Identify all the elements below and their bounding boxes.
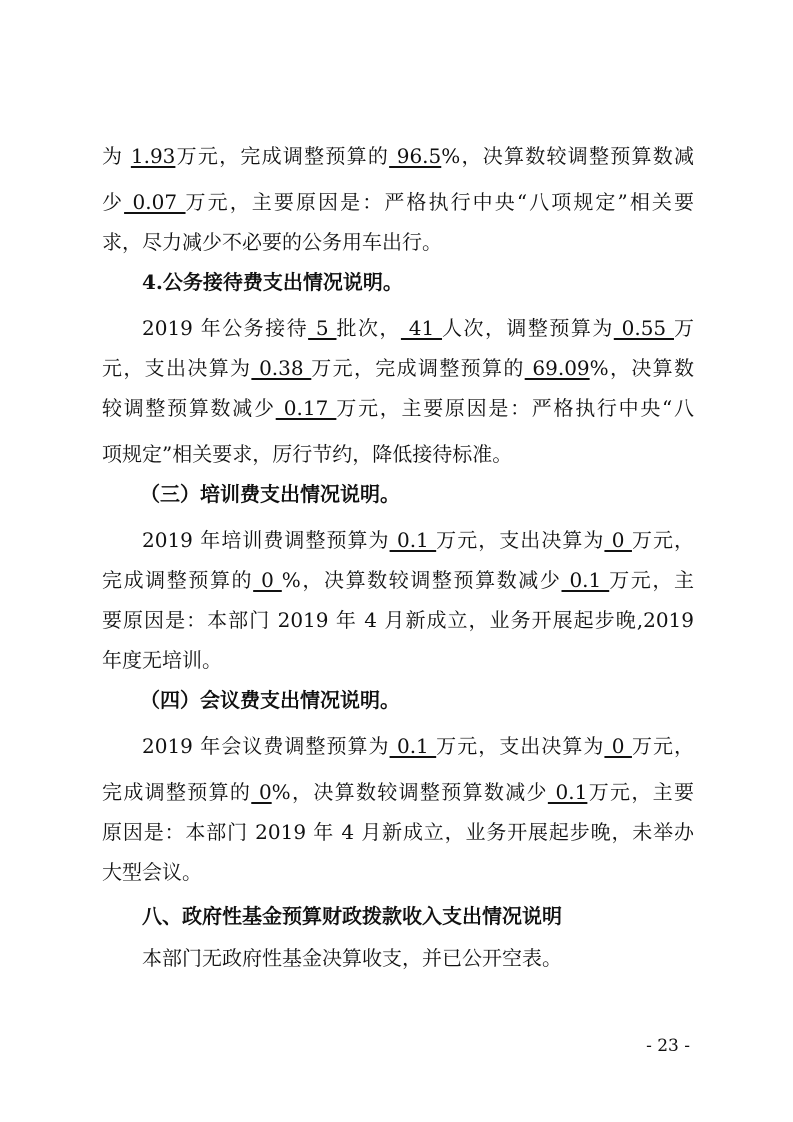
text-segment: 原因是：本部门 2019 年 4 月新成立，业务开展起步晚，未举办 <box>102 820 694 844</box>
paragraph-line <box>102 182 694 222</box>
underlined-value: 96.5 <box>389 144 442 168</box>
text-segment: 2019 年会议费调整预算为 <box>142 734 390 758</box>
underlined-value: 0.38 <box>251 356 312 380</box>
text-segment: 批次， <box>336 316 401 340</box>
section-heading <box>142 262 694 302</box>
section-heading <box>140 474 694 514</box>
text-segment: 少 <box>102 190 125 214</box>
underlined-value: 0 <box>253 568 282 592</box>
text-segment: 要原因是：本部门 2019 年 4 月新成立，业务开展起步晚,2019 <box>102 608 694 632</box>
underlined-value: 0.1 <box>389 528 437 552</box>
text-segment: 万元，主 <box>609 568 694 592</box>
paragraph-line <box>102 222 694 262</box>
text-segment: 2019 年培训费调整预算为 <box>142 528 390 552</box>
section-heading <box>142 896 694 936</box>
text-segment: 万元， <box>631 734 694 758</box>
text-segment: 4.公务接待费支出情况说明。 <box>142 270 403 294</box>
paragraph-line <box>102 560 694 600</box>
underlined-value: 0.1 <box>389 734 437 758</box>
text-segment: 万元， <box>631 528 694 552</box>
text-segment: %，决算数 <box>589 356 694 380</box>
paragraph-line <box>142 520 694 560</box>
underlined-value: 0 <box>604 528 632 552</box>
paragraph-line <box>102 852 694 892</box>
text-segment: 万元，主要原因是：严格执行中央“八项规定”相关要 <box>185 190 695 214</box>
text-segment: %，决算数较调整预算数减少 <box>271 780 548 804</box>
paragraph-line <box>102 812 694 852</box>
underlined-value: 0.1 <box>547 780 588 804</box>
underlined-value: 0.17 <box>275 396 337 420</box>
text-segment: 人次，调整预算为 <box>442 316 614 340</box>
text-segment: 完成调整预算的 <box>102 780 252 804</box>
text-segment: 万元，支出决算为 <box>436 734 605 758</box>
text-segment: 项规定”相关要求，厉行节约，降低接待标准。 <box>102 442 513 466</box>
paragraph-line <box>102 136 694 176</box>
paragraph-line <box>102 640 694 680</box>
text-segment: 万元，主要原因是：严格执行中央“八 <box>336 396 694 420</box>
underlined-value: 0 <box>604 734 632 758</box>
text-segment: 万元，主要 <box>587 780 694 804</box>
underlined-value: 1.93 <box>130 144 176 168</box>
text-segment: 万元，完成调整预算的 <box>311 356 525 380</box>
text-segment: 本部门无政府性基金决算收支，并已公开空表。 <box>142 946 562 970</box>
text-segment: （四）会议费支出情况说明。 <box>140 688 400 712</box>
text-segment: 八、政府性基金预算财政拨款收入支出情况说明 <box>142 904 562 928</box>
text-segment: %，决算数较调整预算数减 <box>441 144 694 168</box>
section-heading <box>140 680 694 720</box>
text-segment: 万元，完成调整预算的 <box>175 144 390 168</box>
text-segment: 2019 年公务接待 <box>142 316 309 340</box>
underlined-value: 0.07 <box>124 190 186 214</box>
paragraph-line <box>102 600 694 640</box>
text-segment: 年度无培训。 <box>102 648 222 672</box>
underlined-value: 0 <box>251 780 272 804</box>
text-segment: %，决算数较调整预算数减少 <box>281 568 562 592</box>
text-segment: 元，支出决算为 <box>102 356 252 380</box>
paragraph-line <box>102 434 694 474</box>
page-number: - 23 - <box>646 1036 690 1056</box>
text-segment: 为 <box>102 144 131 168</box>
underlined-value: 69.09 <box>524 356 590 380</box>
underlined-value: 0.1 <box>561 568 610 592</box>
text-segment: 完成调整预算的 <box>102 568 254 592</box>
paragraph-line <box>142 938 694 978</box>
text-segment: （三）培训费支出情况说明。 <box>140 482 400 506</box>
underlined-value: 0.55 <box>613 316 674 340</box>
paragraph-line <box>102 348 694 388</box>
paragraph-line <box>142 726 694 766</box>
paragraph-line <box>102 772 694 812</box>
text-segment: 大型会议。 <box>102 860 202 884</box>
underlined-value: 5 <box>308 316 337 340</box>
paragraph-line <box>102 388 694 428</box>
paragraph-line <box>142 308 694 348</box>
text-segment: 求，尽力减少不必要的公务用车出行。 <box>102 230 442 254</box>
underlined-value: 41 <box>400 316 443 340</box>
text-segment: 万元，支出决算为 <box>436 528 605 552</box>
text-segment: 较调整预算数减少 <box>102 396 276 420</box>
text-segment: 万 <box>674 316 694 340</box>
